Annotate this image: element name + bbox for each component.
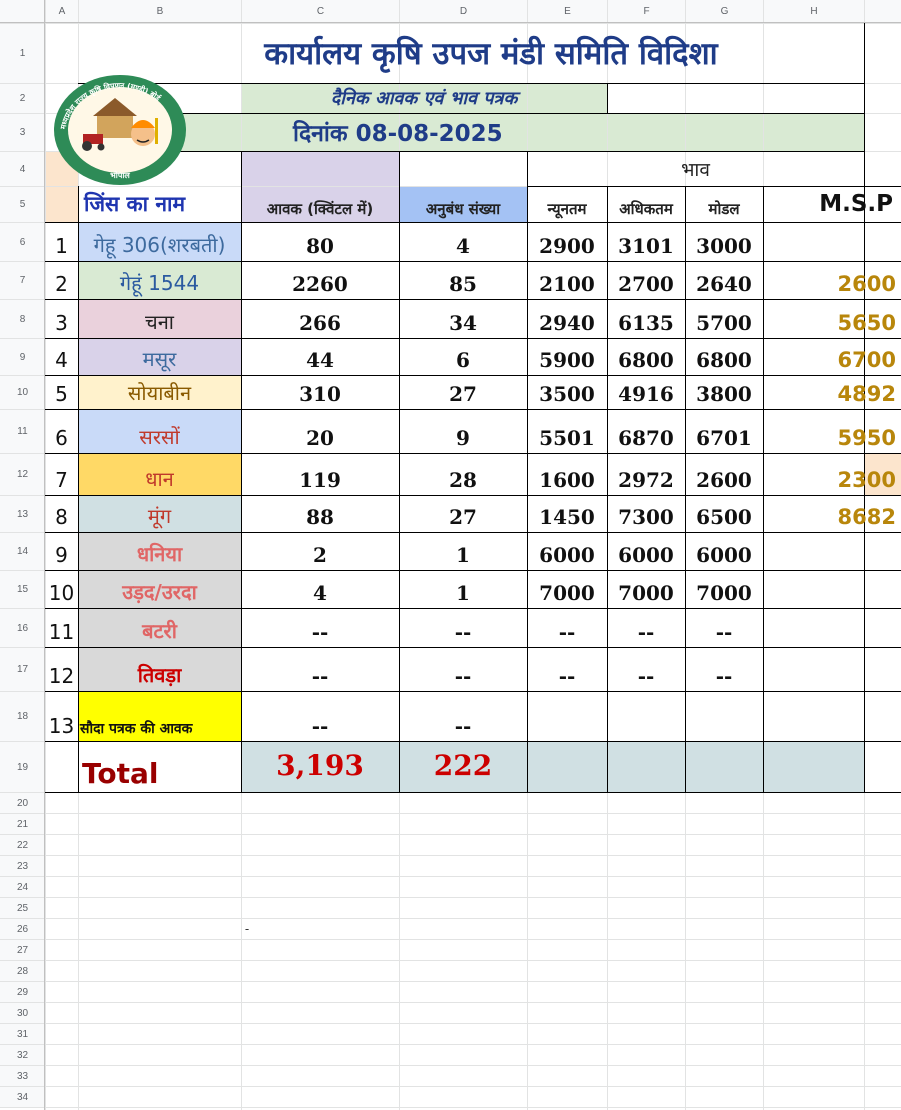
max-price: 4916 <box>618 382 674 406</box>
column-header[interactable]: D <box>399 0 527 23</box>
contracts-value: 4 <box>456 234 470 258</box>
gridline-h <box>0 918 901 919</box>
column-header[interactable]: E <box>527 0 607 23</box>
msp-header: M.S.P <box>819 191 893 217</box>
gridline-h <box>0 1065 901 1066</box>
min-price: 3500 <box>539 382 595 406</box>
row-header[interactable]: 18 <box>0 691 45 741</box>
max-price: -- <box>637 620 655 644</box>
contracts-value: -- <box>454 714 472 738</box>
max-price: 7300 <box>618 505 674 529</box>
max-price: 6000 <box>618 543 674 567</box>
total-label: Total <box>82 757 159 790</box>
gridline-h <box>0 1107 901 1108</box>
row-header[interactable]: 24 <box>0 876 45 897</box>
arrival-value: 2260 <box>292 272 348 296</box>
contracts-value: 27 <box>449 505 477 529</box>
msp-value: 5650 <box>837 311 896 335</box>
max-price: 6870 <box>618 426 674 450</box>
corner-cell[interactable] <box>0 0 45 23</box>
row-header[interactable]: 30 <box>0 1002 45 1023</box>
min-price: 2940 <box>539 311 595 335</box>
max-price <box>607 691 685 741</box>
row-number: 11 <box>48 620 75 644</box>
row-number: 1 <box>55 234 68 258</box>
row-header[interactable]: 1 <box>0 23 45 83</box>
contracts-value: -- <box>454 664 472 688</box>
column-header[interactable]: A <box>45 0 78 23</box>
min-price: 7000 <box>539 581 595 605</box>
commodity-name: सोयाबीन <box>127 381 192 405</box>
commodity-name: सरसों <box>139 425 180 449</box>
gridline-h <box>0 1023 901 1024</box>
modal-price <box>685 691 763 741</box>
msp-value: 4892 <box>837 382 896 406</box>
modal-price: -- <box>715 620 733 644</box>
arrival-value: 266 <box>299 311 341 335</box>
row-number: 4 <box>55 348 68 372</box>
commodity-name: धनिया <box>136 542 183 566</box>
row-header[interactable]: 17 <box>0 647 45 691</box>
row-number: 7 <box>55 468 68 492</box>
contracts-value: 6 <box>456 348 470 372</box>
arrival-value: 20 <box>306 426 334 450</box>
row-header[interactable]: 5 <box>0 186 45 222</box>
commodity-name: मसूर <box>142 347 177 371</box>
min-price: -- <box>558 620 576 644</box>
modal-price: 6000 <box>696 543 752 567</box>
min-price: 6000 <box>539 543 595 567</box>
column-header[interactable]: C <box>241 0 399 23</box>
modal-price: 6500 <box>696 505 752 529</box>
arrival-value: -- <box>311 620 329 644</box>
msp-value: 5950 <box>837 426 896 450</box>
row-header[interactable]: 12 <box>0 453 45 495</box>
msp-value: 2600 <box>837 272 896 296</box>
arrival-header: आवक (क्विंटल में) <box>266 200 374 218</box>
total-contracts: 222 <box>433 749 493 782</box>
row-number: 5 <box>55 382 68 406</box>
msp-value <box>763 647 901 691</box>
modal-price: 3000 <box>696 234 752 258</box>
commodity-name: सौदा पत्रक की आवक <box>80 721 193 737</box>
row-header[interactable]: 34 <box>0 1086 45 1107</box>
row-header[interactable]: 27 <box>0 939 45 960</box>
msp-value <box>763 222 901 261</box>
commodity-name: उड़द/उरदा <box>122 580 197 604</box>
row-number: 2 <box>55 272 68 296</box>
row-header[interactable]: 10 <box>0 375 45 409</box>
row-header[interactable]: 29 <box>0 981 45 1002</box>
row-number: 13 <box>48 714 75 738</box>
modal-price: 7000 <box>696 581 752 605</box>
max-price: 6135 <box>618 311 674 335</box>
commodity-name: मूंग <box>147 504 172 528</box>
max-price: -- <box>637 664 655 688</box>
modal-price: 3800 <box>696 382 752 406</box>
row-header[interactable]: 25 <box>0 897 45 918</box>
row-number: 3 <box>55 311 68 335</box>
contracts-value: -- <box>454 620 472 644</box>
min-header: न्यूनतम <box>547 200 587 218</box>
modal-price: -- <box>715 664 733 688</box>
arrival-value: 80 <box>306 234 334 258</box>
row-header[interactable]: 7 <box>0 261 45 299</box>
max-price: 2700 <box>618 272 674 296</box>
column-header[interactable]: G <box>685 0 763 23</box>
modal-price: 5700 <box>696 311 752 335</box>
row-header[interactable]: 9 <box>0 338 45 375</box>
modal-header: मोडल <box>708 200 740 218</box>
arrival-value: 4 <box>313 581 327 605</box>
border-line <box>864 83 865 114</box>
min-price: 5501 <box>539 426 595 450</box>
row-number: 12 <box>48 664 75 688</box>
gridline-h <box>0 1002 901 1003</box>
row-header[interactable]: 23 <box>0 855 45 876</box>
contracts-value: 27 <box>449 382 477 406</box>
row-header[interactable]: 13 <box>0 495 45 532</box>
max-price: 6800 <box>618 348 674 372</box>
modal-price: 6701 <box>696 426 752 450</box>
contracts-value: 1 <box>456 581 470 605</box>
commodity-name: धान <box>145 467 174 491</box>
gridline-h <box>0 876 901 877</box>
gridline-h <box>0 939 901 940</box>
msp-value <box>763 691 901 741</box>
max-price: 2972 <box>618 468 674 492</box>
row-header[interactable]: 15 <box>0 570 45 608</box>
msp-value: 8682 <box>837 505 896 529</box>
contracts-header: अनुबंध संख्या <box>425 200 501 218</box>
gridline-h <box>0 834 901 835</box>
row-header[interactable]: 22 <box>0 834 45 855</box>
min-price: -- <box>558 664 576 688</box>
msp-value: 6700 <box>837 348 896 372</box>
report-date: दिनांक 08-08-2025 <box>293 121 503 147</box>
msp-value <box>763 570 901 608</box>
row-header[interactable]: 3 <box>0 113 45 151</box>
commodity-name: गेहू 306(शरबती) <box>93 233 226 257</box>
modal-price: 2640 <box>696 272 752 296</box>
column-header-blank[interactable] <box>864 0 901 23</box>
row-number: 6 <box>55 426 68 450</box>
border-line <box>607 83 608 114</box>
stray-dash: - <box>244 921 250 936</box>
row-header[interactable]: 33 <box>0 1065 45 1086</box>
contracts-value: 1 <box>456 543 470 567</box>
arrival-value: 44 <box>306 348 334 372</box>
logo-ring-text-path: मध्यप्रदेश राज्य कृषि विपणन (मण्डी) बोर्ड <box>58 80 163 130</box>
total-arrival: 3,193 <box>276 749 364 782</box>
min-price: 1600 <box>539 468 595 492</box>
row-header[interactable]: 31 <box>0 1023 45 1044</box>
commodity-name: बटरी <box>142 619 177 643</box>
msp-value <box>763 532 901 570</box>
logo-city-text: भोपाल <box>110 171 130 180</box>
arrival-value: 310 <box>299 382 341 406</box>
contracts-value: 28 <box>449 468 477 492</box>
contracts-value: 9 <box>456 426 470 450</box>
gridline-h <box>0 813 901 814</box>
msp-value: 2300 <box>837 468 896 492</box>
gridline-h <box>0 981 901 982</box>
commodity-header: जिंस का नाम <box>84 192 186 216</box>
arrival-value: 2 <box>313 543 327 567</box>
page-title: कार्यालय कृषि उपज मंडी समिति विदिशा <box>264 36 718 72</box>
border-line <box>45 792 901 793</box>
arrival-value: 88 <box>306 505 334 529</box>
row-header[interactable]: 19 <box>0 741 45 792</box>
row-header[interactable]: 14 <box>0 532 45 570</box>
commodity-name: तिवड़ा <box>137 663 182 687</box>
row-header[interactable]: 2 <box>0 83 45 113</box>
bhav-label: भाव <box>681 158 710 181</box>
min-price: 1450 <box>539 505 595 529</box>
tractor-wheel-small-icon <box>98 144 105 151</box>
modal-price: 2600 <box>696 468 752 492</box>
min-price: 5900 <box>539 348 595 372</box>
column-header[interactable]: H <box>763 0 864 23</box>
row-header[interactable]: 26 <box>0 918 45 939</box>
tractor-wheel-icon <box>82 141 92 151</box>
contracts-value: 85 <box>449 272 477 296</box>
row-number: 10 <box>48 581 75 605</box>
modal-price: 6800 <box>696 348 752 372</box>
row-number: 8 <box>55 505 68 529</box>
msp-value <box>763 608 901 647</box>
row-header[interactable]: 16 <box>0 608 45 647</box>
min-price: 2100 <box>539 272 595 296</box>
arrival-value: 119 <box>299 468 341 492</box>
row-header[interactable]: 21 <box>0 813 45 834</box>
min-price: 2900 <box>539 234 595 258</box>
row-header[interactable]: 20 <box>0 792 45 813</box>
gridline-h <box>0 1086 901 1087</box>
gridline-h <box>0 960 901 961</box>
column-header[interactable]: F <box>607 0 685 23</box>
row-header[interactable]: 11 <box>0 409 45 453</box>
column-header[interactable]: B <box>78 0 241 23</box>
row-header[interactable]: 28 <box>0 960 45 981</box>
commodity-name: गेहूं 1544 <box>119 271 200 295</box>
mandi-board-logo <box>53 74 188 186</box>
subtitle: दैनिक आवक एवं भाव पत्रक <box>330 88 518 109</box>
row-header[interactable]: 8 <box>0 299 45 338</box>
row-header[interactable]: 32 <box>0 1044 45 1065</box>
max-price: 3101 <box>618 234 674 258</box>
max-price: 7000 <box>618 581 674 605</box>
row-header[interactable]: 4 <box>0 151 45 186</box>
gridline-h <box>0 855 901 856</box>
arrival-value: -- <box>311 714 329 738</box>
min-price <box>527 691 607 741</box>
contracts-value: 34 <box>449 311 477 335</box>
arrival-value: -- <box>311 664 329 688</box>
gridline-h <box>0 1044 901 1045</box>
row-header[interactable]: 6 <box>0 222 45 261</box>
max-header: अधिकतम <box>619 200 673 218</box>
wheat-icon <box>155 118 158 144</box>
row-number: 9 <box>55 543 68 567</box>
commodity-name: चना <box>145 310 174 334</box>
gridline-h <box>0 897 901 898</box>
